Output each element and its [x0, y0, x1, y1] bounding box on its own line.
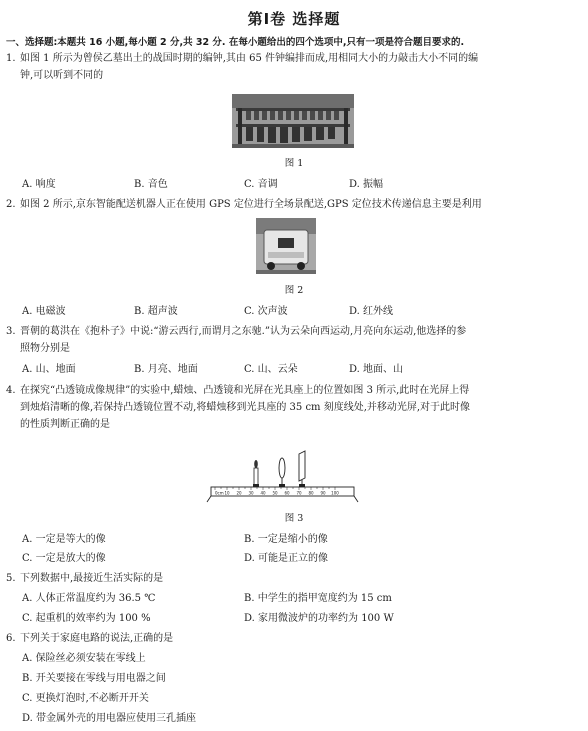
- q3-text-2: 照物分别是: [20, 343, 70, 354]
- figure-3-caption: 图 3: [284, 513, 304, 524]
- q1-text-2: 钟,可以听到不同的: [20, 70, 104, 81]
- q6-text-1: 下列关于家庭电路的说法,正确的是: [20, 633, 174, 644]
- q3-number: 3.: [6, 326, 16, 337]
- q6-option-c[interactable]: C. 更换灯泡时,不必断开开关: [22, 693, 149, 704]
- q5-option-d[interactable]: D. 家用微波炉的功率约为 100 W: [244, 613, 394, 624]
- q6-line-1: [6, 632, 173, 646]
- bench-tick-label: 60: [284, 490, 290, 496]
- q3-line-1: [6, 325, 466, 339]
- q1-number: 1.: [6, 53, 16, 64]
- q2-option-b[interactable]: B. 超声波: [134, 306, 178, 317]
- q2-text-1: 如图 2 所示,京东智能配送机器人正在使用 GPS 定位进行全场景配送,GPS 定位技术传递信息主要是利用: [20, 199, 482, 210]
- q2-option-c[interactable]: C. 次声波: [244, 306, 288, 317]
- q5-option-b[interactable]: B. 中学生的指甲宽度约为 15 cm: [244, 593, 392, 604]
- q4-option-a[interactable]: A. 一定是等大的像: [22, 534, 106, 545]
- convex-lens-icon: [279, 458, 285, 485]
- q4-option-d[interactable]: D. 可能是正立的像: [244, 553, 329, 564]
- figure-1-caption: 图 1: [284, 158, 304, 169]
- figure-2-caption: 图 2: [284, 285, 304, 296]
- q4-text-3: 的性质判断正确的是: [20, 419, 110, 430]
- bench-tick-label: 70: [296, 490, 302, 496]
- q6-number: 6.: [6, 633, 16, 644]
- bench-tick-label: 80: [308, 490, 314, 496]
- q3-option-a[interactable]: A. 山、地面: [22, 364, 76, 375]
- q4-option-c[interactable]: C. 一定是放大的像: [22, 553, 106, 564]
- q5-option-a[interactable]: A. 人体正常温度约为 36.5 ℃: [22, 593, 156, 604]
- q4-line-1: [6, 384, 469, 398]
- bench-tick-label: 30: [248, 490, 254, 496]
- q1-option-b[interactable]: B. 音色: [134, 179, 168, 190]
- q4-number: 4.: [6, 385, 16, 396]
- q3-option-d[interactable]: D. 地面、山: [349, 364, 404, 375]
- section-title: 第Ⅰ卷 选择题: [247, 10, 341, 28]
- q4-text-1: 在探究“凸透镜成像规律”的实验中,蜡烛、凸透镜和光屏在光具座上的位置如图 3 所示,此时在光屏上得: [20, 385, 470, 396]
- q2-line-1: [6, 198, 482, 212]
- q4-text-2: 到烛焰清晰的像,若保持凸透镜位置不动,将蜡烛移到光具座的 35 cm 刻度线处,并移动光屏,对于此时像: [20, 402, 471, 413]
- light-screen-icon: [299, 451, 305, 485]
- q4-option-b[interactable]: B. 一定是缩小的像: [244, 534, 328, 545]
- q5-number: 5.: [6, 573, 16, 584]
- q6-option-a[interactable]: A. 保险丝必须安装在零线上: [22, 653, 146, 664]
- q1-option-d[interactable]: D. 振幅: [349, 179, 384, 190]
- q1-line-1: [6, 52, 478, 66]
- q5-text-1: 下列数据中,最接近生活实际的是: [20, 573, 164, 584]
- candle-icon: [254, 460, 258, 485]
- q5-option-c[interactable]: C. 起重机的效率约为 100 %: [22, 613, 151, 624]
- q1-option-c[interactable]: C. 音调: [244, 179, 278, 190]
- q3-option-b[interactable]: B. 月亮、地面: [134, 364, 198, 375]
- q6-option-b[interactable]: B. 开关要接在零线与用电器之间: [22, 673, 166, 684]
- bench-tick-label: 50: [272, 490, 278, 496]
- q2-number: 2.: [6, 199, 16, 210]
- q5-line-1: [6, 572, 163, 586]
- q2-option-a[interactable]: A. 电磁波: [22, 306, 66, 317]
- bench-unit-label: 0cm: [215, 490, 224, 496]
- q3-option-c[interactable]: C. 山、云朵: [244, 364, 298, 375]
- bench-tick-label: 90: [320, 490, 326, 496]
- q1-text-1: 如图 1 所示为曾侯乙墓出土的战国时期的编钟,其由 65 件钟编排而成,用相同大小的力敲击大小不同的编: [20, 53, 479, 64]
- figure-2-robot-photo: [256, 218, 316, 274]
- section-instructions: 一、选择题:本题共 16 小题,每小题 2 分,共 32 分. 在每小题给出的四个选项中,只有一项是符合题目要求的.: [6, 37, 465, 48]
- q1-option-a[interactable]: A. 响度: [22, 179, 56, 190]
- bench-tick-label: 10: [224, 490, 230, 496]
- bench-tick-label: 100: [331, 490, 339, 496]
- bench-tick-label: 20: [236, 490, 242, 496]
- q3-text-1: 晋朝的葛洪在《抱朴子》中说:“游云西行,而谓月之东驰.”认为云朵向西运动,月亮向东运动,他选择的参: [20, 326, 467, 337]
- figure-3-optical-bench: [205, 444, 360, 504]
- q2-option-d[interactable]: D. 红外线: [349, 306, 394, 317]
- bench-tick-label: 40: [260, 490, 266, 496]
- figure-1-bells-photo: [232, 94, 354, 148]
- q6-option-d[interactable]: D. 带金属外壳的用电器应使用三孔插座: [22, 713, 197, 724]
